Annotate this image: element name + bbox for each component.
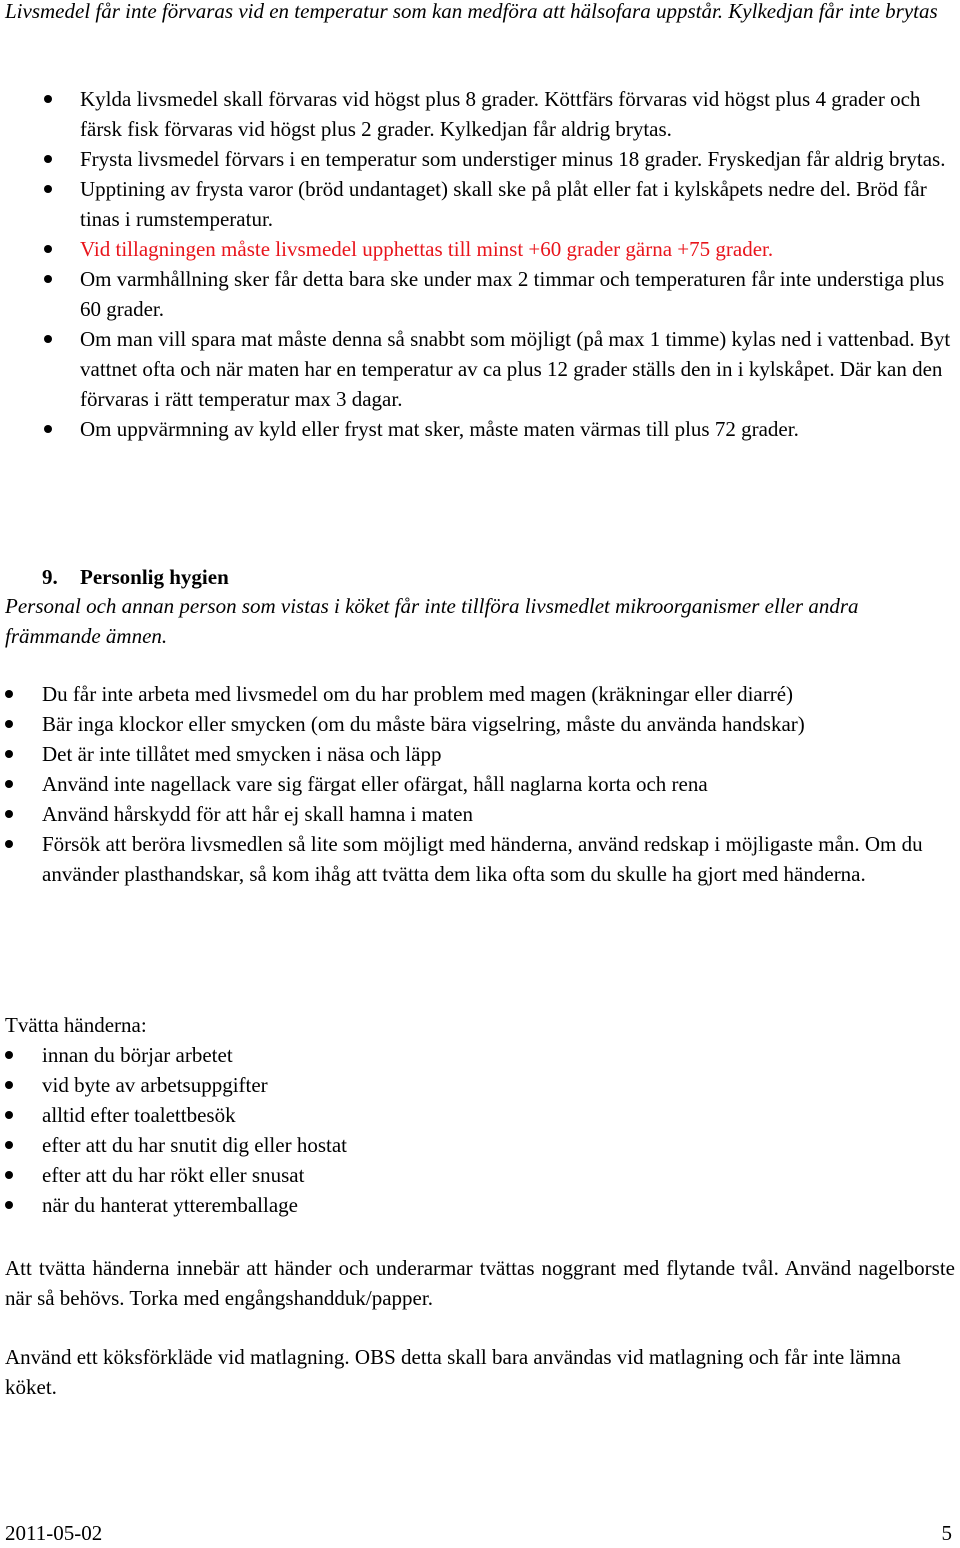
list-item xyxy=(0,739,960,769)
bullet-icon xyxy=(5,810,13,818)
list-item-text: Du får inte arbeta med livsmedel om du har problem med magen (kräkningar eller diarré) xyxy=(42,682,794,706)
section-heading xyxy=(42,562,229,592)
list-item-text: Kylda livsmedel skall förvaras vid högst plus 8 grader. Köttfärs förvaras vid högst plus 4 grader och färsk fisk förvaras vid högst plus 2 grader. Kylkedjan får aldrig brytas. xyxy=(80,87,921,141)
bullet-icon xyxy=(44,245,52,253)
bullet-icon xyxy=(5,840,13,848)
list-item xyxy=(0,84,960,144)
list-item xyxy=(0,1070,960,1100)
wash-occasions-list xyxy=(0,1040,960,1220)
bullet-icon xyxy=(44,335,52,343)
list-item-text: innan du börjar arbetet xyxy=(42,1043,233,1067)
list-item-text: Det är inte tillåtet med smycken i näsa och läpp xyxy=(42,742,442,766)
section-title: Personlig hygien xyxy=(80,565,229,589)
bullet-icon xyxy=(44,95,52,103)
list-item-text: efter att du har snutit dig eller hostat xyxy=(42,1133,347,1157)
storage-rules-list xyxy=(0,84,960,444)
list-item-text: Använd hårskydd för att hår ej skall hamna i maten xyxy=(42,802,473,826)
list-item-text: Om uppvärmning av kyld eller fryst mat sker, måste maten värmas till plus 72 grader. xyxy=(80,417,799,441)
list-item-text: Upptining av frysta varor (bröd undantaget) skall ske på plåt eller fat i kylskåpets nedre del. Bröd får tinas i rumstemperatur. xyxy=(80,177,927,231)
list-item-text: Bär inga klockor eller smycken (om du måste bära vigselring, måste du använda handskar) xyxy=(42,712,805,736)
list-item xyxy=(0,174,960,234)
apron-paragraph: Använd ett köksförkläde vid matlagning. OBS detta skall bara användas vid matlagning och får inte lämna köket. xyxy=(5,1345,901,1399)
bullet-icon xyxy=(5,720,13,728)
wash-paragraph: Att tvätta händerna innebär att händer och underarmar tvättas noggrant med flytande tvål. Använd nagelborste när så behövs. Torka med engångshandduk/papper. xyxy=(5,1256,955,1310)
list-item xyxy=(0,769,960,799)
section-number: 9. xyxy=(42,565,58,589)
list-item-text: efter att du har rökt eller snusat xyxy=(42,1163,305,1187)
list-item-text: Vid tillagningen måste livsmedel upphettas till minst +60 grader gärna +75 grader. xyxy=(80,237,774,261)
list-item-text: Försök att beröra livsmedlen så lite som möjligt med händerna, använd redskap i möjligaste mån. Om du använder plasthandskar, så kom ihåg att tvätta dem lika ofta som du skulle ha gjort med händerna. xyxy=(42,832,923,886)
page-number: 5 xyxy=(941,1521,952,1545)
list-item xyxy=(0,144,960,174)
list-item xyxy=(0,1130,960,1160)
wash-hands-label: Tvätta händerna: xyxy=(5,1013,147,1037)
bullet-icon xyxy=(44,425,52,433)
bullet-icon xyxy=(5,780,13,788)
list-item xyxy=(0,1160,960,1190)
list-item-text: Om varmhållning sker får detta bara ske under max 2 timmar och temperaturen får inte understiga plus 60 grader. xyxy=(80,267,945,321)
list-item xyxy=(0,709,960,739)
section-subtitle: Personal och annan person som vistas i köket får inte tillföra livsmedlet mikroorganismer eller andra främmande ämnen. xyxy=(5,594,859,648)
bullet-icon xyxy=(5,1171,13,1179)
list-item-text: Använd inte nagellack vare sig färgat eller ofärgat, håll naglarna korta och rena xyxy=(42,772,708,796)
list-item xyxy=(0,1100,960,1130)
bullet-icon xyxy=(5,1111,13,1119)
list-item xyxy=(0,1190,960,1220)
list-item-text: Om man vill spara mat måste denna så snabbt som möjligt (på max 1 timme) kylas ned i vattenbad. Byt vattnet ofta och när maten har en temperatur av ca plus 12 grader ställs den in i kylskåpet. Där kan den förvaras i rätt temperatur max 3 dagar. xyxy=(80,327,951,411)
list-item-text: när du hanterat ytteremballage xyxy=(42,1193,298,1217)
list-item xyxy=(0,414,960,444)
bullet-icon xyxy=(44,155,52,163)
list-item xyxy=(0,324,960,414)
bullet-icon xyxy=(5,1051,13,1059)
list-item xyxy=(0,829,960,889)
bullet-icon xyxy=(5,750,13,758)
list-item-text: vid byte av arbetsuppgifter xyxy=(42,1073,268,1097)
list-item xyxy=(0,799,960,829)
list-item-highlighted xyxy=(0,234,960,264)
bullet-icon xyxy=(44,275,52,283)
list-item xyxy=(0,264,960,324)
footer-date: 2011-05-02 xyxy=(5,1521,103,1545)
bullet-icon xyxy=(5,1201,13,1209)
bullet-icon xyxy=(44,185,52,193)
list-item-text: Frysta livsmedel förvars i en temperatur som understiger minus 18 grader. Fryskedjan får aldrig brytas. xyxy=(80,147,946,171)
list-item xyxy=(0,679,960,709)
bullet-icon xyxy=(5,1081,13,1089)
bullet-icon xyxy=(5,1141,13,1149)
intro-text: Livsmedel får inte förvaras vid en temperatur som kan medföra att hälsofara uppstår. Kylkedjan får inte brytas xyxy=(5,0,938,23)
bullet-icon xyxy=(5,690,13,698)
hygiene-rules-list xyxy=(0,679,960,889)
list-item-text: alltid efter toalettbesök xyxy=(42,1103,236,1127)
list-item xyxy=(0,1040,960,1070)
